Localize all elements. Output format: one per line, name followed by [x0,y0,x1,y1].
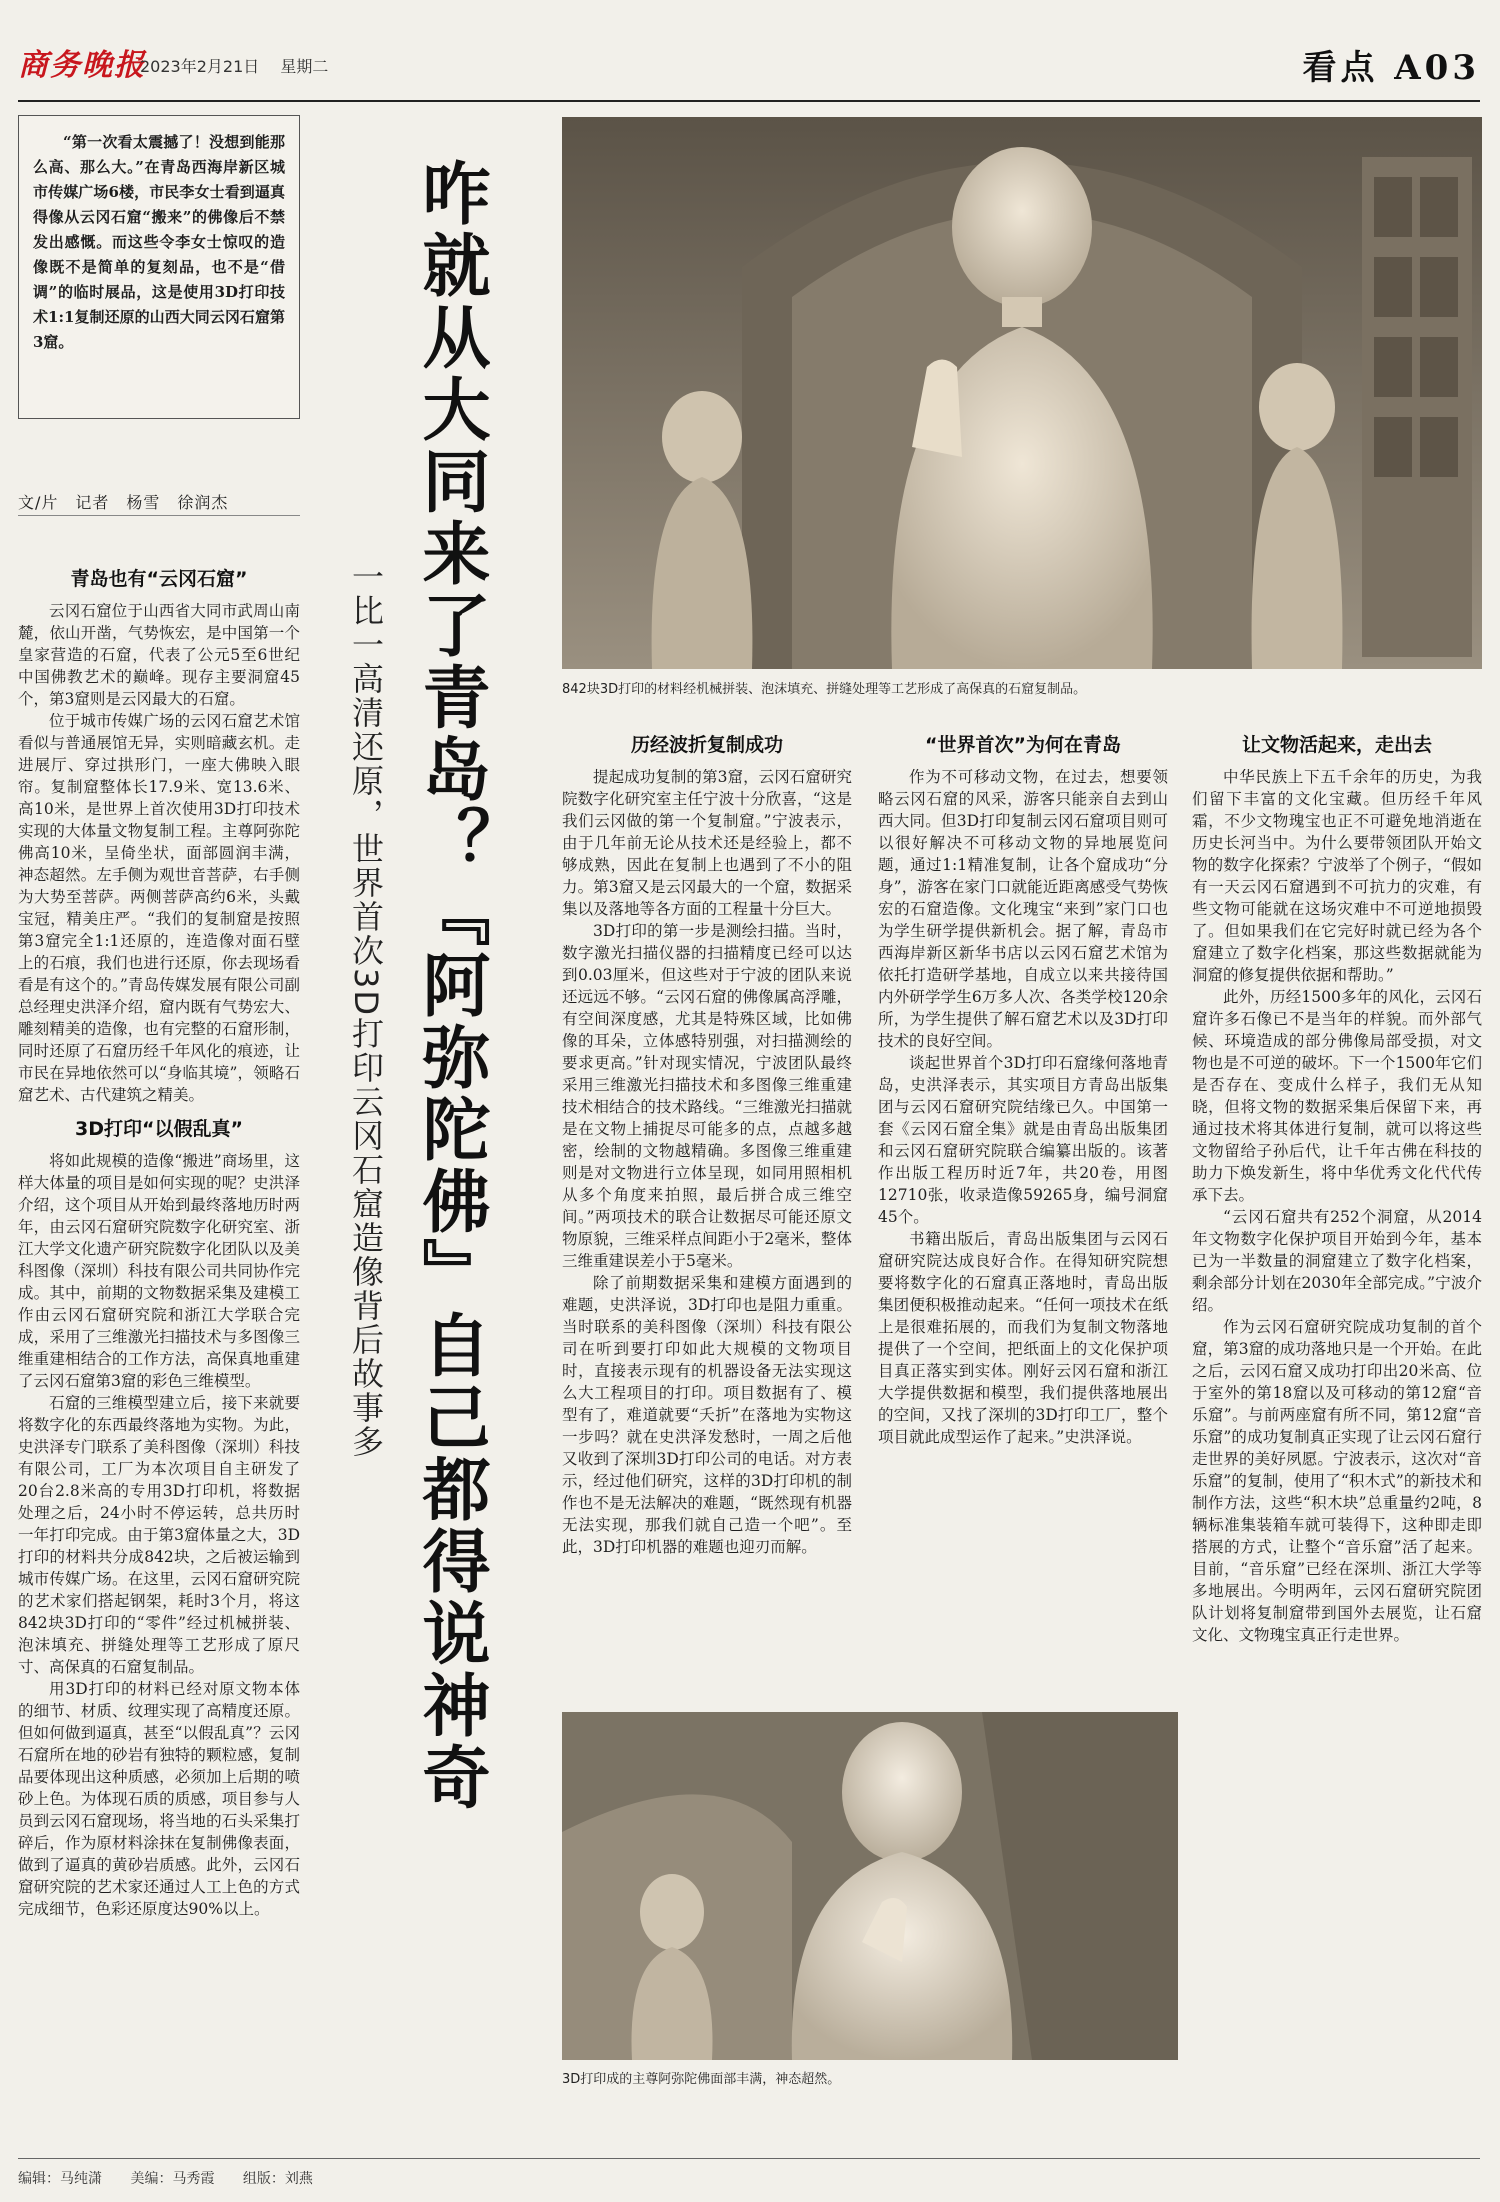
subheadline: 一比一高清还原，世界首次3D打印云冈石窟造像背后故事多 [347,560,385,1459]
article-column-3 [878,722,1168,1712]
newspaper-logo: 商务晚报 [18,48,146,83]
paragraph: 云冈石窟位于山西省大同市武周山南麓，依山开凿，气势恢宏，是中国第一个皇家营造的石窟，代表了公元5至6世纪中国佛教艺术的巅峰。现存主要洞窟45个，第3窟则是云冈最大的石窟。 [18,602,300,708]
section-name: 看点 [1302,48,1379,88]
paragraph: 位于城市传媒广场的云冈石窟艺术馆看似与普通展馆无异，实则暗藏玄机。走进展厅、穿过拱形门，一座大佛映入眼帘。复制窟整体长17.9米、宽13.6米、高10米，是世界上首次使用3D打印技术实现的大体量文物复制工程。主尊阿弥陀佛高10米，呈倚坐状，面部圆润丰满，神态超然。左手侧为观世音菩萨，右手侧为大势至菩萨。两侧菩萨高约6米，头戴宝冠，精美庄严。“我们的复制窟是按照第3窟完全1:1还原的，连造像对面石壁上的石痕，我们也进行还原，你去现场看看是有这个的。”青岛传媒发展有限公司副总经理史洪泽介绍，窟内既有气势宏大、雕刻精美的造像，也有完整的石窟形制，同时还原了石窟历经千年风化的痕迹，让市民在异地依然可以“身临其境”，领略石窟艺术、古代建筑之精美。 [18,712,300,1104]
paragraph: 提起成功复制的第3窟，云冈石窟研究院数字化研究室主任宁波十分欣喜，“这是我们云冈做的第一个复制窟。”宁波表示，由于几年前无论从技术还是经验上，都不够成熟，因此在复制上也遇到了不小的阻力。第3窟又是云冈最大的一个窟，数据采集以及落地等各方面的工程量十分巨大。 [562,768,852,918]
article-column-1 [18,556,300,2186]
issue-date [140,54,328,77]
paragraph: 用3D打印的材料已经对原文物本体的细节、材质、纹理实现了高精度还原。但如何做到逼真，甚至“以假乱真”？云冈石窟所在地的砂岩有独特的颗粒感，复制品要体现出这种质感，必须加上后期的喷砂上色。为体现石质的质感，项目参与人员到云冈石窟现场，将当地的石头采集打碎后，作为原材料涂抹在复制佛像表面，做到了逼真的黄砂岩质感。此外，云冈石窟研究院的艺术家还通过人工上色的方式完成细节，色彩还原度达90%以上。 [18,1680,300,1918]
section-heading-5: 让文物活起来，走出去 [1241,734,1432,756]
paragraph: 作为不可移动文物，在过去，想要领略云冈石窟的风采，游客只能亲自去到山西大同。但3D打印复制云冈石窟项目则可以很好解决不可移动文物的异地展览问题，通过1:1精准复制，让各个窟成功“分身”，游客在家门口就能近距离感受气势恢宏的石窟造像。文化瑰宝“来到”家门口也为学生研学提供新机会。据了解，青岛市西海岸新区新华书店以云冈石窟艺术馆为依托打造研学基地，自成立以来共接待国内外研学学生6万多人次、各类学校120余所，为学生提供了解石窟艺术以及3D打印技术的良好空间。 [878,768,1168,1050]
footer-divider [18,2158,1480,2159]
lead-box [18,115,300,419]
section-heading-1: 青岛也有“云冈石窟” [70,568,248,590]
cave-replica-photo [562,117,1482,669]
paragraph: 中华民族上下五千余年的历史，为我们留下丰富的文化宝藏。但历经千年风霜，不少文物瑰宝也正不可避免地消逝在历史长河当中。为什么要带领团队开始文物的数字化探索？宁波举了个例子，“假如有一天云冈石窟遇到不可抗力的灾难，有些文物可能就在这场灾难中不可逆地损毁了。但如果我们在它完好时就已经为各个窟建立了数字化档案，那这些数据就能为洞窟的修复提供依据和帮助。” [1192,768,1482,984]
paragraph: 书籍出版后，青岛出版集团与云冈石窟研究院达成良好合作。在得知研究院想要将数字化的石窟真正落地时，青岛出版集团便积极推动起来。“任何一项技术在纸上是很难拓展的，而我们为复制文物落地提供了一个空间，把纸面上的文化保护项目真正落实到实体。刚好云冈石窟和浙江大学提供数据和模型，我们提供落地展出的空间，又找了深圳的3D打印工厂，整个项目就此成型运作了起来。”史洪泽说。 [878,1230,1168,1446]
page-footer [18,2168,331,2188]
photo2-caption: 3D打印成的主尊阿弥陀佛面部丰满，神态超然。 [562,2072,841,2087]
date-text: 2023年2月21日 [140,57,260,76]
headline: 咋就从大同来了青岛？『阿弥陀佛』自己都得说神奇 [411,158,491,1814]
byline: 文/片 记者 杨雪 徐润杰 [18,493,229,512]
lead-text: “第一次看太震撼了！没想到能那么高、那么大。”在青岛西海岸新区城市传媒广场6楼，市民李女士看到逼真得像从云冈石窟“搬来”的佛像后不禁发出感慨。而这些令李女士惊叹的造像既不是简单的复刻品，也不是“借调”的临时展品，这是使用3D打印技术1:1复制还原的山西大同云冈石窟第3窟。 [33,133,285,351]
layout-credit: 组版：刘燕 [242,2171,313,2187]
art-editor-credit: 美编：马秀霞 [130,2171,215,2187]
buddha-statue-illustration [562,1712,1178,2060]
buddha-face-photo [562,1712,1178,2060]
paragraph: 3D打印的第一步是测绘扫描。当时，数字激光扫描仪器的扫描精度已经可以达到0.03厘米，但这些对于宁波的团队来说还远远不够。“云冈石窟的佛像属高浮雕，有空间深度感，尤其是特殊区域，比如佛像的耳朵，立体感特别强，对扫描测绘的要求更高。”针对现实情况，宁波团队最终采用三维激光扫描技术和多图像三维重建技术相结合的技术路线。“三维激光扫描就是在文物上捕捉尽可能多的点，点越多越密，绘制的文物越精确。多图像三维重建则是对文物进行立体呈现，如同用照相机从多个角度来拍照，最后拼合成三维空间。”两项技术的联合让数据尽可能还原文物原貌，三维采样点间距小于2毫米，整体三维重建误差小于5毫米。 [562,922,852,1270]
byline-divider [18,515,300,516]
article-column-2 [562,722,852,1712]
masthead [18,40,1480,96]
section-heading-2: 3D打印“以假乱真” [75,1118,243,1140]
section-heading-3: 历经波折复制成功 [630,734,783,756]
paragraph: 谈起世界首个3D打印石窟缘何落地青岛，史洪泽表示，其实项目方青岛出版集团与云冈石窟研究院结缘已久。中国第一套《云冈石窟全集》就是由青岛出版集团和云冈石窟研究院联合编纂出版的。该著作出版工程历时近7年，共20卷，用图12710张，收录造像59265身，编号洞窟45个。 [878,1054,1168,1226]
buddha-cave-illustration [562,117,1482,669]
article-column-4 [1192,722,1482,2178]
paragraph: 除了前期数据采集和建模方面遇到的难题，史洪泽说，3D打印也是阻力重重。当时联系的美科图像（深圳）科技有限公司在听到要打印如此大规模的文物项目时，直接表示现有的机器设备无法实现这么大工程项目的打印。项目数据有了、模型有了，难道就要“夭折”在落地为实物这一步吗？就在史洪泽发愁时，一周之后他又收到了深圳3D打印公司的电话。对方表示，经过他们研究，这样的3D打印机的制作也不是无法解决的难题，“既然现有机器无法实现，那我们就自己造一个吧”。至此，3D打印机器的难题也迎刃而解。 [562,1274,852,1556]
masthead-divider [18,100,1480,102]
weekday-text: 星期二 [280,57,329,76]
photo1-caption: 842块3D打印的材料经机械拼装、泡沫填充、拼缝处理等工艺形成了高保真的石窟复制品。 [562,682,1087,697]
page-number: A03 [1394,48,1480,88]
editor-credit: 编辑：马纯潇 [18,2171,102,2187]
section-page-label [1302,40,1480,89]
paragraph: “云冈石窟共有252个洞窟，从2014年文物数字化保护项目开始到今年，基本已为一半数量的洞窟建立了数字化档案，剩余部分计划在2030年全部完成。”宁波介绍。 [1192,1208,1482,1314]
section-heading-4: “世界首次”为何在青岛 [925,734,1121,756]
paragraph: 石窟的三维模型建立后，接下来就要将数字化的东西最终落地为实物。为此，史洪泽专门联系了美科图像（深圳）科技有限公司，工厂为本次项目自主研发了20台2.8米高的专用3D打印机，将数据处理之后，24小时不停运转，总共历时一年打印完成。由于第3窟体量之大，3D打印的材料共分成842块，之后被运输到城市传媒广场。在这里，云冈石窟研究院的艺术家们搭起钢架，耗时3个月，将这842块3D打印的“零件”经过机械拼装、泡沫填充、拼缝处理等工艺形成了原尺寸、高保真的石窟复制品。 [18,1394,300,1676]
paragraph: 将如此规模的造像“搬进”商场里，这样大体量的项目是如何实现的呢？史洪泽介绍，这个项目从开始到最终落地历时两年，由云冈石窟研究院数字化研究室、浙江大学文化遗产研究院数字化团队以及美科图像（深圳）科技有限公司共同协作完成。其中，前期的文物数据采集及建模工作由云冈石窟研究院和浙江大学联合完成，采用了三维激光扫描技术与多图像三维重建相结合的工作方法，高保真地重建了云冈石窟第3窟的彩色三维模型。 [18,1152,300,1390]
paragraph: 作为云冈石窟研究院成功复制的首个窟，第3窟的成功落地只是一个开始。在此之后，云冈石窟又成功打印出20米高、位于室外的第18窟以及可移动的第12窟“音乐窟”。与前两座窟有所不同，第12窟“音乐窟”的成功复制真正实现了让云冈石窟行走世界的美好夙愿。宁波表示，这次对“音乐窟”的复制，使用了“积木式”的新技术和制作方法，这些“积木块”总重量约2吨，8辆标准集装箱车就可装得下，这种即走即搭展的方式，让整个“音乐窟”活了起来。目前，“音乐窟”已经在深圳、浙江大学等多地展出。今明两年，云冈石窟研究院团队计划将复制窟带到国外去展览，让石窟文化、文物瑰宝真正行走世界。 [1192,1318,1482,1644]
paragraph: 此外，历经1500多年的风化，云冈石窟许多石像已不是当年的样貌。而外部气候、环境造成的部分佛像局部受损，对文物也是不可逆的破坏。下一个1500年它们是否存在、变成什么样子，我们无从知晓，但将文物的数据采集后保留下来，再通过技术将其体进行复制，就可以将这些文物留给子孙后代，让千年古佛在科技的助力下焕发新生，将中华优秀文化代代传承下去。 [1192,988,1482,1204]
